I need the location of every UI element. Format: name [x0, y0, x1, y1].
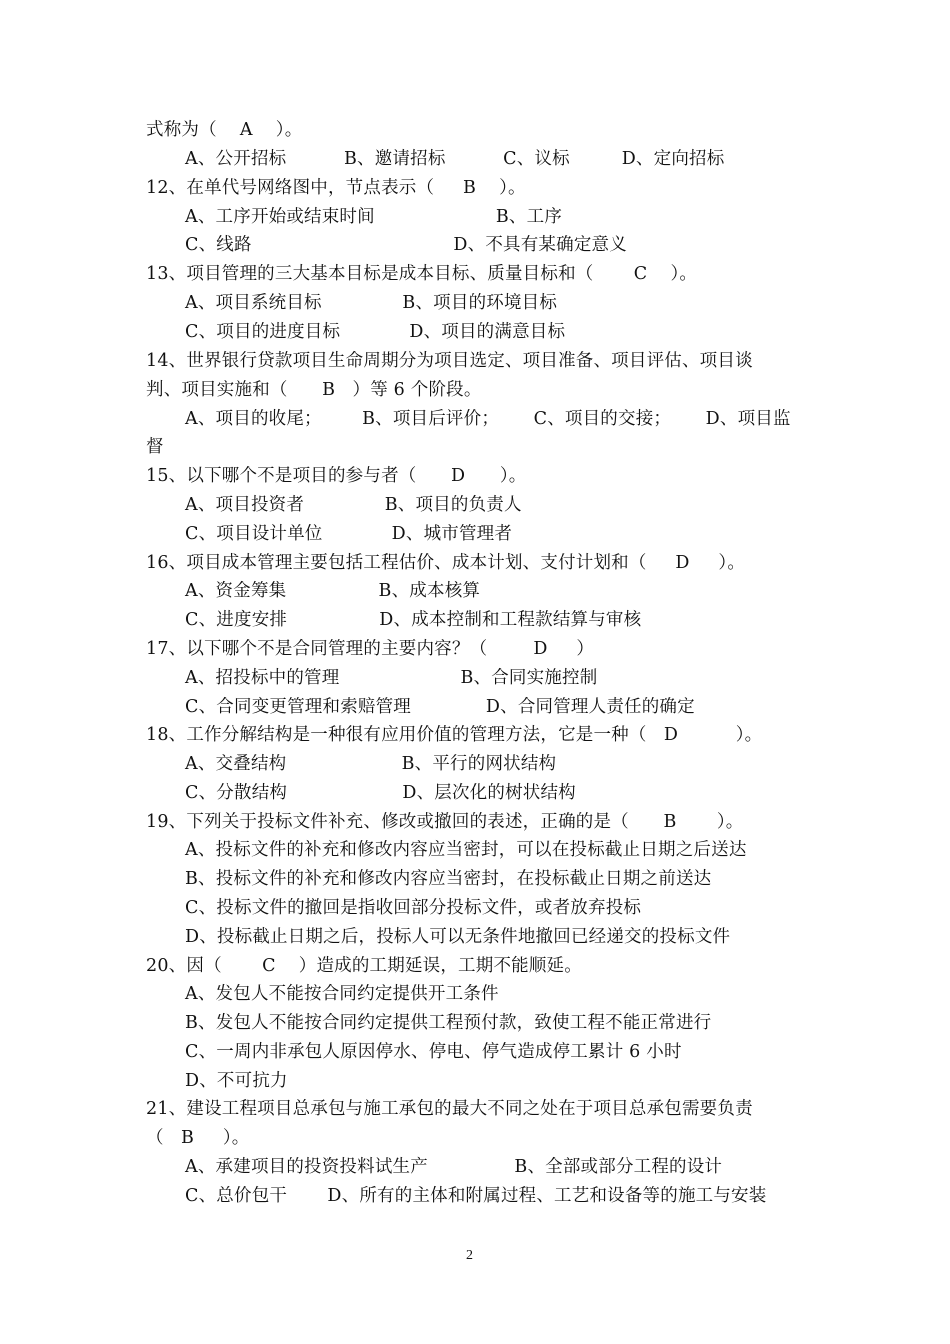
answer-options: A、工序开始或结束时间 B、工序 [185, 207, 563, 227]
text-line: 式称为（ A ）。 [146, 120, 303, 140]
answer-option: B、发包人不能按合同约定提供工程预付款，致使工程不能正常进行 [185, 1013, 712, 1033]
text-line: （ B ）。 [146, 1128, 250, 1148]
answer-options: A、交叠结构 B、平行的网状结构 [185, 754, 557, 774]
answer-option: B、投标文件的补充和修改内容应当密封，在投标截止日期之前送达 [185, 869, 712, 889]
answer-option: A、发包人不能按合同约定提供开工条件 [185, 984, 499, 1004]
answer-options: C、总价包干 D、所有的主体和附属过程、工艺和设备等的施工与安装 [185, 1186, 767, 1206]
answer-options: C、进度安排 D、成本控制和工程款结算与审核 [185, 610, 642, 630]
text-line: 判、项目实施和（ B ）等 6 个阶段。 [146, 380, 482, 400]
text-line: 督 [146, 437, 164, 457]
answer-options: A、资金筹集 B、成本核算 [185, 581, 481, 601]
answer-options: C、项目设计单位 D、城市管理者 [185, 524, 513, 544]
answer-option: C、投标文件的撤回是指收回部分投标文件，或者放弃投标 [185, 898, 642, 918]
answer-options: A、承建项目的投资投料试生产 B、全部或部分工程的设计 [185, 1157, 723, 1177]
answer-options: C、分散结构 D、层次化的树状结构 [185, 783, 576, 803]
question-20: 20、因（ C ）造成的工期延误，工期不能顺延。 [146, 956, 582, 976]
question-18: 18、工作分解结构是一种很有应用价值的管理方法，它是一种（ D ）。 [146, 725, 763, 745]
question-12: 12、在单代号网络图中，节点表示（ B ）。 [146, 178, 526, 198]
question-19: 19、下列关于投标文件补充、修改或撤回的表述，正确的是（ B ）。 [146, 812, 744, 832]
page-number: 2 [466, 1248, 473, 1263]
answer-options: A、项目系统目标 B、项目的环境目标 [185, 293, 558, 313]
answer-options: A、招投标中的管理 B、合同实施控制 [185, 668, 598, 688]
answer-options: A、公开招标 B、邀请招标 C、议标 D、定向招标 [185, 149, 725, 169]
answer-options: A、项目的收尾； B、项目后评价； C、项目的交接； D、项目监 [185, 409, 791, 429]
answer-option: D、投标截止日期之后，投标人可以无条件地撤回已经递交的投标文件 [185, 927, 731, 947]
question-16: 16、项目成本管理主要包括工程估价、成本计划、支付计划和（ D ）。 [146, 553, 746, 573]
answer-options: C、合同变更管理和索赔管理 D、合同管理人责任的确定 [185, 697, 695, 717]
answer-options: C、项目的进度目标 D、项目的满意目标 [185, 322, 566, 342]
question-17: 17、以下哪个不是合同管理的主要内容？（ D ） [146, 639, 595, 659]
answer-options: C、线路 D、不具有某确定意义 [185, 235, 627, 255]
question-14: 14、世界银行贷款项目生命周期分为项目选定、项目准备、项目评估、项目谈 [146, 351, 753, 371]
answer-option: C、一周内非承包人原因停水、停电、停气造成停工累计 6 小时 [185, 1042, 682, 1062]
question-21: 21、建设工程项目总承包与施工承包的最大不同之处在于项目总承包需要负责 [146, 1099, 753, 1119]
answer-option: A、投标文件的补充和修改内容应当密封，可以在投标截止日期之后送达 [185, 840, 747, 860]
question-15: 15、以下哪个不是项目的参与者（ D ）。 [146, 466, 527, 486]
answer-options: A、项目投资者 B、项目的负责人 [185, 495, 522, 515]
question-13: 13、项目管理的三大基本目标是成本目标、质量目标和（ C ）。 [146, 264, 698, 284]
answer-option: D、不可抗力 [185, 1071, 288, 1091]
